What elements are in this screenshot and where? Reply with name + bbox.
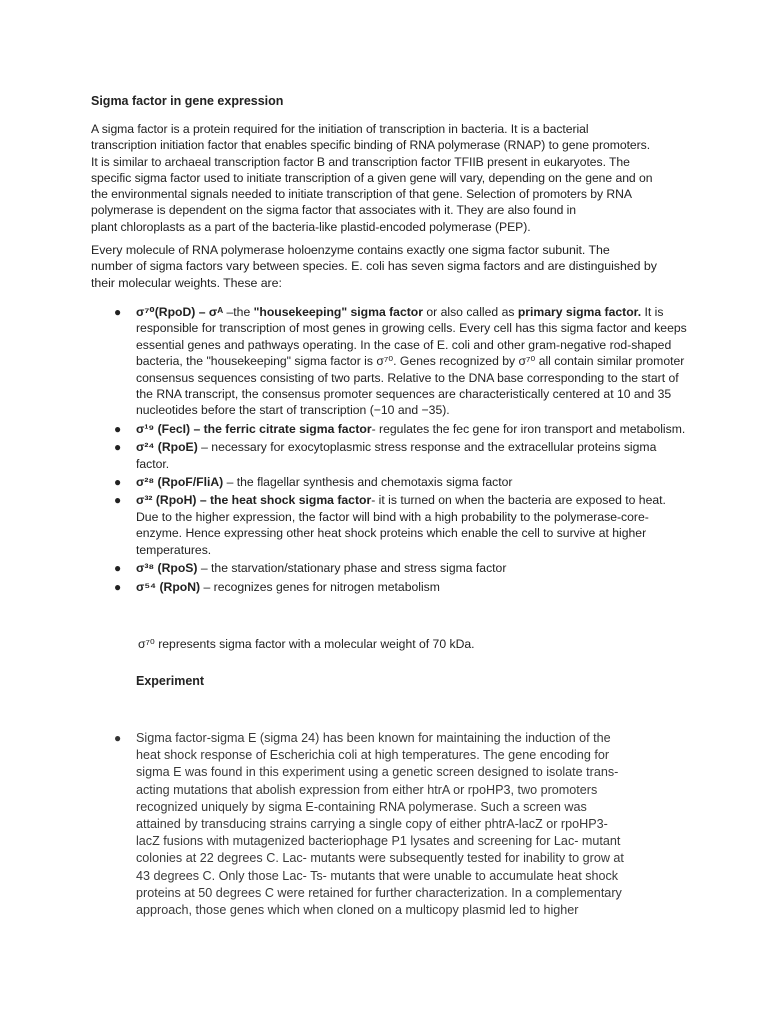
factor-emphasis: primary sigma factor. (517, 305, 642, 319)
factor-name: σ⁵⁴ (RpoN) (136, 579, 201, 594)
bullet-icon: ● (114, 305, 122, 319)
text-line: plant chloroplasts as a part of the bacteria-like plastid-encoded polymerase (PEP). (91, 219, 531, 234)
text-line: colonies at 22 degrees C. Lac- mutants were subsequently tested for inability to grow at (136, 851, 624, 866)
factor-description: - regulates the fec gene for iron transport and metabolism. (371, 421, 686, 436)
bullet-icon: ● (114, 421, 122, 436)
text-line: transcription initiation factor that enables specific binding of RNA polymerase (RNAP) to gene promoters. (91, 138, 651, 153)
text-line: their molecular weights. These are: (91, 275, 282, 290)
text-line: specific sigma factor used to initiate transcription of a given gene will vary, depending on the gene and on (91, 170, 653, 185)
list-item (114, 474, 690, 490)
factor-description: – necessary for exocytoplasmic stress response and the extracellular proteins sigma factor. (136, 440, 657, 471)
factor-text: –the (223, 305, 254, 319)
text-line: It is similar to archaeal transcription factor B and transcription factor TFIIB present in eukaryotes. The (91, 154, 630, 169)
intro-paragraph (91, 121, 691, 235)
text-line: acting mutations that abolish expression from either htrA or rpoHP3, two promoters (136, 782, 598, 797)
list-item (114, 304, 690, 419)
factor-description: – the flagellar synthesis and chemotaxis sigma factor (223, 475, 513, 490)
factor-name: σ²⁴ (RpoE) (136, 440, 198, 455)
factor-emphasis: "housekeeping" sigma factor (253, 305, 423, 319)
list-item (114, 439, 690, 472)
factor-name: σ¹⁹ (FecI) – the ferric citrate sigma factor (136, 421, 372, 436)
sigma-factor-list (114, 304, 690, 597)
list-item (114, 579, 690, 595)
bullet-icon: ● (114, 579, 122, 594)
text-line: number of sigma factors vary between species. E. coli has seven sigma factors and are distinguished by (91, 259, 657, 274)
bullet-icon: ● (114, 561, 122, 576)
text-line: A sigma factor is a protein required for the initiation of transcription in bacteria. It is a bacterial (91, 122, 589, 136)
text-line: the environmental signals needed to initiate transcription of that gene. Selection of promoters by RNA (91, 187, 632, 202)
factor-name: σ³² (RpoH) – the heat shock sigma factor (136, 493, 372, 508)
text-line: 43 degrees C. Only those Lac- Ts- mutants that were unable to accumulate heat shock (136, 868, 619, 883)
text-line: proteins at 50 degrees C were retained for further characterization. In a complementary (136, 885, 622, 900)
text-line: sigma E was found in this experiment using a genetic screen designed to isolate trans- (136, 765, 619, 780)
factor-description: – recognizes genes for nitrogen metabolism (200, 579, 440, 594)
factor-name: σ³⁸ (RpoS) (136, 561, 198, 576)
molecule-paragraph (91, 242, 681, 291)
bullet-icon: ● (114, 475, 122, 490)
experiment-heading: Experiment (136, 674, 205, 688)
text-line: polymerase is dependent on the sigma factor that associates with it. They are also found in (91, 203, 577, 218)
text-line: lacZ fusions with mutagenized bacteriophage P1 lysates and screening for Lac- mutant (136, 834, 621, 849)
text-line: heat shock response of Escherichia coli at high temperatures. The gene encoding for (136, 748, 610, 763)
factor-name: σ²⁸ (RpoF/FliA) (136, 475, 224, 490)
document-title: Sigma factor in gene expression (91, 94, 284, 108)
factor-description: It is responsible for transcription of most genes in growing cells. Every cell has this sigma factor and keeps essential genes and pathways operating. In the case of E. coli and other gram-negative rod-shaped bacteria, the "housekeeping" sigma factor is σ⁷⁰. Genes recognized by σ⁷⁰ all contain similar promoter consensus sequences consisting of two parts. Relative to the DNA base corresponding to the start of the RNA transcript, the consensus promoter sequences are characteristically centered at 10 and 35 nucleotides before the start of transcription (−10 and −35). (136, 305, 687, 418)
text-line: Every molecule of RNA polymerase holoenzyme contains exactly one sigma factor subunit. The (91, 243, 610, 257)
experiment-list-item (114, 730, 674, 919)
bullet-icon: ● (114, 493, 122, 508)
factor-text: or also called as (422, 305, 518, 319)
list-item (114, 492, 690, 558)
list-item (114, 421, 690, 437)
text-line: attained by transducing strains carrying a single copy of either phtrA-lacZ or rpoHP3- (136, 817, 608, 832)
bullet-icon: ● (114, 731, 122, 745)
text-line: Sigma factor-sigma E (sigma 24) has been known for maintaining the induction of the (136, 731, 611, 745)
factor-name: σ⁷⁰(RpoD) – σᴬ (136, 305, 224, 319)
list-item (114, 560, 690, 576)
experiment-text (136, 730, 674, 919)
molecular-weight-note: σ⁷⁰ represents sigma factor with a molecular weight of 70 kDa. (138, 637, 475, 651)
factor-description: - it is turned on when the bacteria are exposed to heat. Due to the higher expression, the factor will bind with a high probability to the polymerase-core-enzyme. Hence expressing other heat shock proteins which enable the cell to survive at higher temperatures. (136, 493, 666, 557)
bullet-icon: ● (114, 440, 122, 455)
text-line: recognized uniquely by sigma E-containing RNA polymerase. Such a screen was (136, 799, 587, 814)
text-line: approach, those genes which when cloned on a multicopy plasmid led to higher (136, 903, 579, 918)
factor-description: – the starvation/stationary phase and stress sigma factor (197, 561, 507, 576)
